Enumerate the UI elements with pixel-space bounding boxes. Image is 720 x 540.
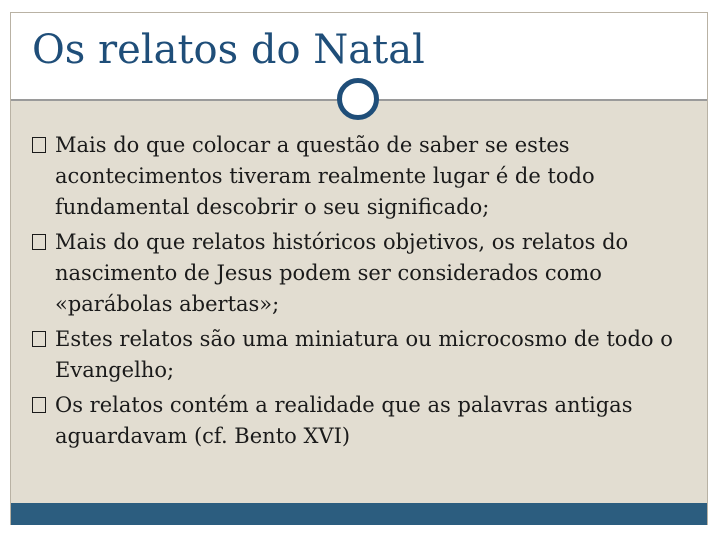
bullet-text: Os relatos contém a realidade que as palavras antigas aguardavam (cf. Bento XVI) xyxy=(55,393,633,448)
square-bullet-icon xyxy=(32,397,46,413)
square-bullet-icon xyxy=(32,234,46,250)
bullet-list xyxy=(30,130,695,456)
bullet-text: Mais do que colocar a questão de saber se estes acontecimentos tiveram realmente lugar é de todo fundamental descobrir o seu significado; xyxy=(55,133,595,219)
bullet-item xyxy=(30,227,695,320)
bullet-text: Estes relatos são uma miniatura ou microcosmo de todo o Evangelho; xyxy=(55,327,673,382)
slide-title: Os relatos do Natal xyxy=(32,27,425,73)
bullet-item xyxy=(30,324,695,386)
square-bullet-icon xyxy=(32,137,46,153)
bullet-item xyxy=(30,130,695,223)
bullet-text: Mais do que relatos históricos objetivos, os relatos do nascimento de Jesus podem ser considerados como «parábolas abertas»; xyxy=(55,230,629,316)
footer-bar xyxy=(11,503,707,525)
bullet-item xyxy=(30,390,695,452)
square-bullet-icon xyxy=(32,331,46,347)
ring-icon xyxy=(337,78,379,120)
